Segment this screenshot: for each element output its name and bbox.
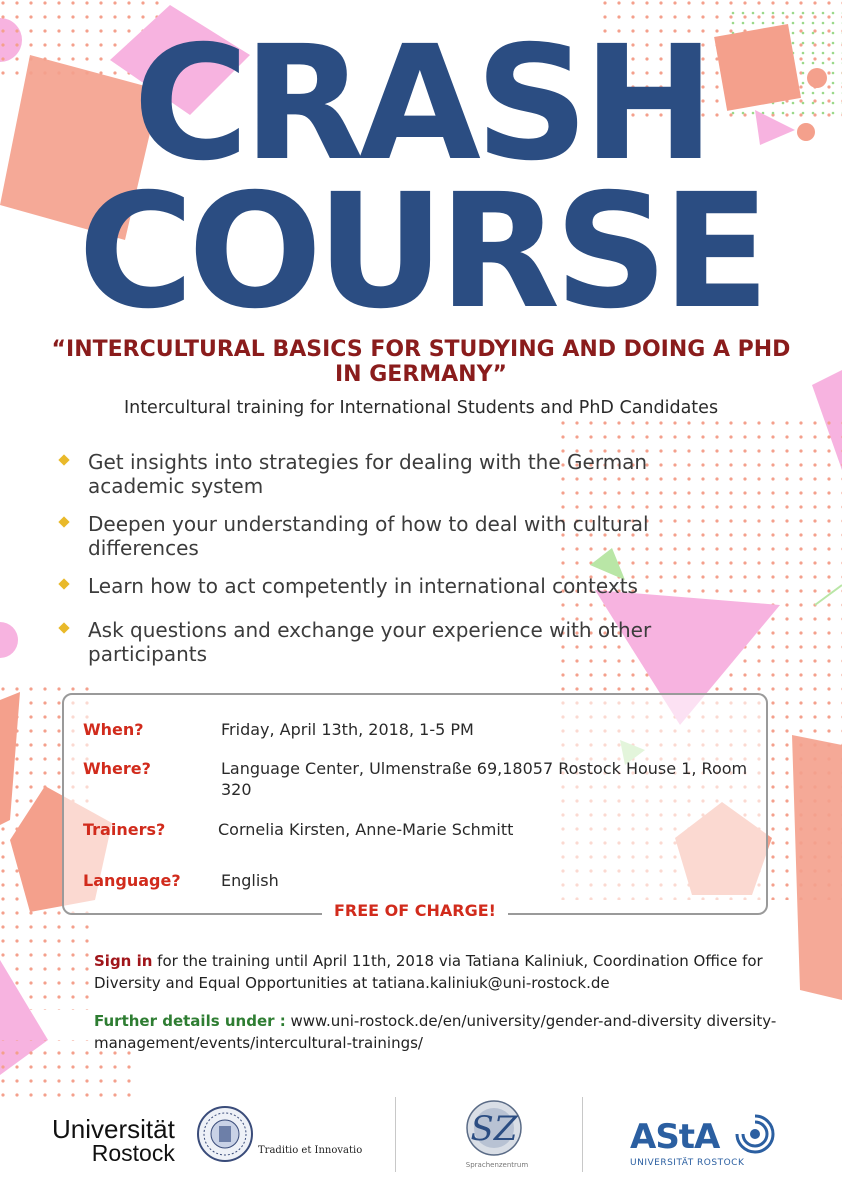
trainers-value: Cornelia Kirsten, Anne-Marie Schmitt (218, 820, 514, 839)
bullet-text: Get insights into strategies for dealing with the German academic system (88, 450, 648, 498)
logo-divider (582, 1097, 583, 1172)
title-line-1: CRASH (133, 12, 709, 196)
page-title (0, 12, 842, 344)
list-item (58, 450, 738, 498)
details-paragraph (94, 1010, 794, 1054)
logo-divider (395, 1097, 396, 1172)
tagline: Intercultural training for International Students and PhD Candidates (123, 398, 719, 418)
university-seal-icon (196, 1104, 254, 1164)
university-city: Rostock (91, 1140, 175, 1166)
trainers-label: Trainers? (83, 820, 166, 839)
signin-text: for the training until April 11th, 2018 via Tatiana Kaliniuk, Coordination Office for Diversity and Equal Opportunities at tatiana.kaliniuk@uni-rostock.de (94, 952, 763, 992)
bullet-text: Ask questions and exchange your experience with other participants (88, 618, 652, 666)
asta-wordmark: AStA (630, 1117, 720, 1157)
bullet-list (58, 450, 738, 680)
event-info-box (62, 693, 768, 915)
list-item (58, 574, 738, 598)
signin-paragraph (94, 950, 774, 994)
when-value: Friday, April 13th, 2018, 1-5 PM (221, 720, 474, 739)
list-item (58, 618, 738, 666)
where-label: Where? (83, 759, 151, 778)
signin-highlight: Sign in (94, 952, 153, 970)
pink-circle-shape (0, 622, 18, 658)
bullet-text: Learn how to act competently in international contexts (88, 574, 638, 598)
svg-text:SZ: SZ (470, 1109, 518, 1149)
salmon-rectangle-shape (792, 735, 842, 1000)
language-center-logo-icon (458, 1096, 530, 1162)
details-link[interactable]: www.uni-rostock.de/en/university/gender-and-diversity diversity-management/events/intercultural-trainings/ (94, 1012, 777, 1052)
details-highlight: Further details under : (94, 1012, 286, 1030)
language-center-caption: Sprachenzentrum (465, 1161, 529, 1169)
university-name: Universität (52, 1114, 175, 1144)
bullet-text: Deepen your understanding of how to deal with cultural differences (88, 512, 649, 560)
university-logo (52, 1116, 175, 1164)
bullet-diamond-icon (58, 622, 69, 633)
where-value: Language Center, Ulmenstraße 69,18057 Rostock House 1, Room 320 (221, 759, 748, 799)
title-line-2: COURSE (78, 160, 764, 344)
language-value: English (221, 871, 279, 890)
asta-subtitle: UNIVERSITÄT ROSTOCK (630, 1158, 745, 1168)
subtitle: “INTERCULTURAL BASICS FOR STUDYING AND DOING A PHD IN GERMANY” (51, 337, 791, 387)
list-item (58, 512, 738, 560)
university-motto: Traditio et Innovatio (258, 1145, 363, 1156)
language-label: Language? (83, 871, 181, 890)
bullet-diamond-icon (58, 454, 69, 465)
when-label: When? (83, 720, 144, 739)
asta-logo (630, 1118, 744, 1168)
bullet-diamond-icon (58, 578, 69, 589)
bullet-diamond-icon (58, 516, 69, 527)
asta-rings-icon (735, 1114, 775, 1154)
free-of-charge-badge: FREE OF CHARGE! (322, 901, 508, 920)
